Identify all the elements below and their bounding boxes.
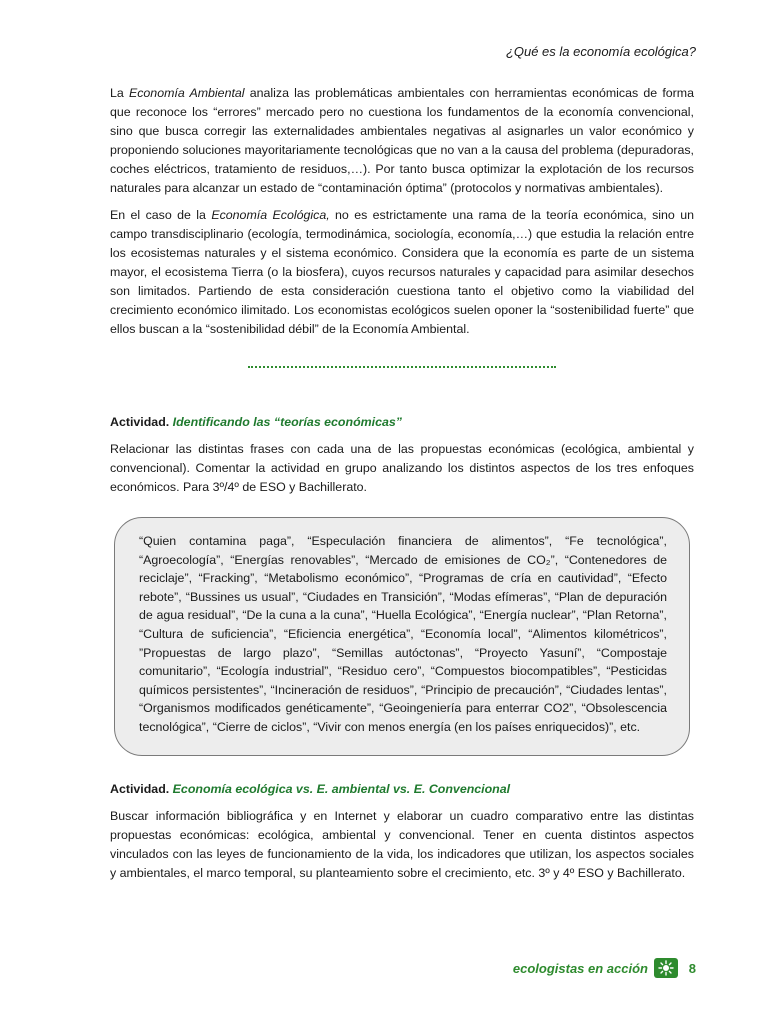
- intro-p1-start: La: [110, 86, 129, 100]
- activity-2-heading: [110, 780, 694, 799]
- page-content: [110, 84, 694, 891]
- intro-paragraph-2: [110, 206, 694, 339]
- intro-paragraph-1: [110, 84, 694, 198]
- phrases-box: [114, 517, 690, 756]
- activity-1-description: Relacionar las distintas frases con cada una de las propuestas económicas (ecológica, ambiental y convencional). Comentar la actividad en grupo analizando los distintos aspectos de los tres enfoques económicos. Para 3º/4º de ESO y Bachillerato.: [110, 442, 694, 494]
- term-economia-ambiental: Economía Ambiental: [128, 86, 245, 100]
- dotted-divider: [248, 366, 556, 368]
- intro-p1-body: analiza las problemáticas ambientales con herramientas económicas de forma que reconoce los “errores” mercado pero no cuestiona los fundamentos de la economía convencional, sino que busca corregir las externalidades ambientales negativas al asignarles un valor económico y proponiendo soluciones mayoritariamente tecnológicas que no van a la causa del problema (depuradoras, coches eléctricos, tratamiento de residuos,…). Por tanto busca optimizar la explotación de los recursos naturales para alcanzar un estado de “contaminación óptima” (protocolos y normativas ambientales).: [110, 86, 694, 195]
- activity-2-description: Buscar información bibliográfica y en Internet y elaborar un cuadro comparativo entre las distintas propuestas económicas: ecológica, ambiental y convencional. Tener en cuenta distintos aspectos vinculados con las leyes de funcionamiento de la vida, los indicadores que utilizan, los aspectos sociales y ambientales, el marco temporal, su planteamiento sobre el crecimiento, etc. 3º y 4º ESO y Bachillerato.: [110, 808, 694, 880]
- term-economia-ecologica: Economía Ecológica,: [211, 208, 330, 222]
- intro-p2-body: no es estrictamente una rama de la teoría económica, sino un campo transdisciplinario (ecología, termodinámica, sociología, economía,…) que estudia la relación entre los ecosistemas naturales y el sistema económico. Considera que la economía es parte de un sistema mayor, el ecosistema Tierra (o la biosfera), cuyos recursos naturales y capacidad para asimilar desechos son limitados. Partiendo de esta consideración cuestiona tanto el objetivo como la viabilidad del crecimiento económico ilimitado. Los economistas ecológicos suelen oponer la “sostenibilidad fuerte” que ellos buscan a la “sostenibilidad débil” de la Economía Ambiental.: [110, 208, 694, 336]
- logo-text: ecologistas en acción: [512, 960, 648, 976]
- section-separator: [110, 359, 694, 371]
- page-header-title: ¿Qué es la economía ecológica?: [505, 44, 696, 59]
- sun-logo-icon: [654, 958, 678, 978]
- footer-logo: [513, 958, 678, 978]
- activity-1-title: Identificando las “teorías económicas”: [172, 415, 402, 429]
- activity-1-heading: [110, 413, 694, 432]
- phrases-list: “Quien contamina paga”, “Especulación financiera de alimentos”, “Fe tecnológica”, “Agroecología”, “Energías renovables”, “Mercado de emisiones de CO₂”, “Contenedores de reciclaje”, “Fracking”, “Metabolismo económico”, “Programas de cría en cautividad”, “Efecto rebote”, “Bussines us usual”, “Ciudades en Transición”, “Modas efímeras”, “Plan de depuración de agua residual”, “De la cuna a la cuna”, “Huella Ecológica”, “Energía nuclear”, “Plan Retorna”, “Cultura de suficiencia”, “Eficiencia energética”, “Economía local”, “Alimentos kilométricos”, ”Propuestas de largo plazo”, “Semillas autóctonas”, “Proyecto Yasuní”, “Compostaje comunitario”, “Ecología industrial”, “Residuo cero”, “Compuestos biocompatibles”, “Pesticidas químicos persistentes”, “Incineración de residuos”, “Principio de precaución”, “Ciudades lentas”, “Organismos modificados genéticamente”, “Geoingeniería para enterrar CO2”, “Obsolescencia tecnológica”, “Cierre de ciclos”, “Vivir con menos energía (en los países enriquecidos)”, etc.: [139, 534, 667, 734]
- page-number: 8: [688, 961, 696, 976]
- activity-2-label: Actividad.: [110, 781, 170, 796]
- activity-2-title: Economía ecológica vs. E. ambiental vs. E. Convencional: [172, 781, 511, 796]
- activity-1-label: Actividad.: [110, 415, 170, 429]
- intro-p2-start: En el caso de la: [110, 208, 212, 222]
- sun-logo-icon-graphic: [657, 960, 675, 976]
